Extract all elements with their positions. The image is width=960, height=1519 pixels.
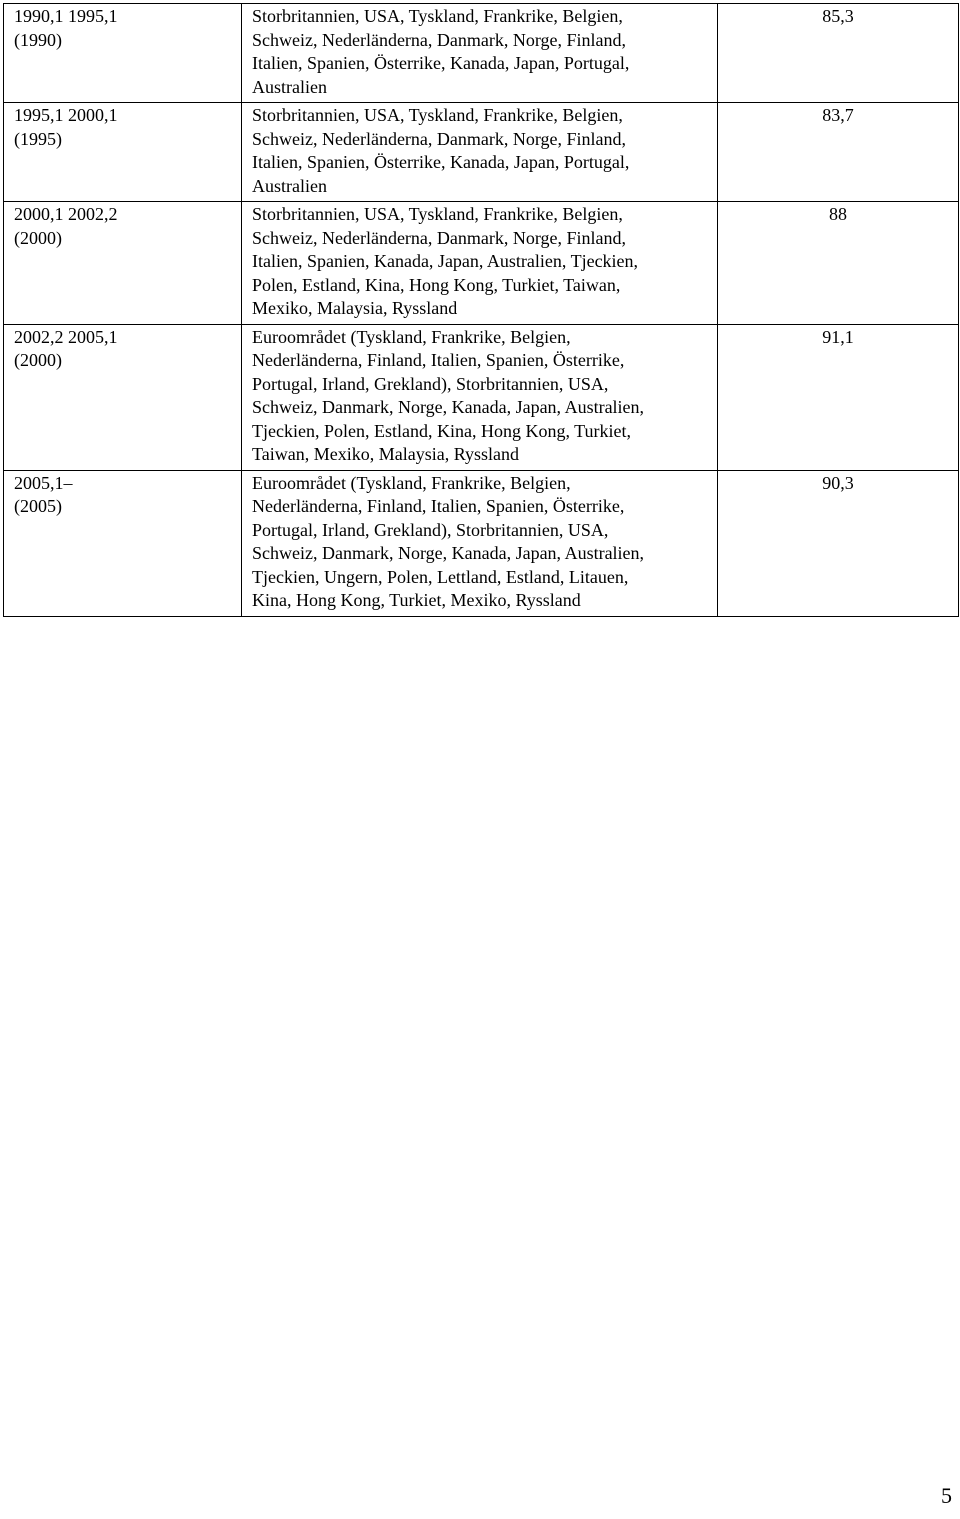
period-range: 1995,1 2000,1 <box>14 105 118 125</box>
table-row <box>4 470 959 616</box>
countries-cell <box>242 470 718 616</box>
period-base-year: (1995) <box>14 128 62 149</box>
countries-line: Italien, Spanien, Österrike, Kanada, Japan, Portugal, <box>252 152 630 172</box>
period-cell <box>4 470 242 616</box>
table-row <box>4 4 959 103</box>
countries-line: Kina, Hong Kong, Turkiet, Mexiko, Ryssland <box>252 590 581 610</box>
countries-line: Storbritannien, USA, Tyskland, Frankrike, Belgien, <box>252 6 623 26</box>
coverage-value: 88 <box>829 204 847 224</box>
countries-cell <box>242 324 718 470</box>
countries-line: Euroområdet (Tyskland, Frankrike, Belgien, <box>252 326 571 347</box>
coverage-value: 90,3 <box>822 472 854 493</box>
countries-line: Euroområdet (Tyskland, Frankrike, Belgien, <box>252 472 571 493</box>
countries-line: Schweiz, Danmark, Norge, Kanada, Japan, Australien, <box>252 543 645 563</box>
table-row <box>4 202 959 325</box>
countries-line: Italien, Spanien, Kanada, Japan, Australien, Tjeckien, <box>252 251 639 271</box>
period-cell <box>4 103 242 202</box>
countries-line: Australien <box>252 175 327 196</box>
period-range: 2002,2 2005,1 <box>14 326 118 347</box>
countries-line: Mexiko, Malaysia, Ryssland <box>252 298 458 318</box>
value-cell <box>718 470 959 616</box>
coverage-value: 91,1 <box>822 326 854 347</box>
countries-line: Schweiz, Nederländerna, Danmark, Norge, Finland, <box>252 227 627 248</box>
countries-line: Portugal, Irland, Grekland), Storbritannien, USA, <box>252 373 609 394</box>
countries-line: Portugal, Irland, Grekland), Storbritannien, USA, <box>252 519 609 540</box>
countries-cell <box>242 4 718 103</box>
period-base-year: (2000) <box>14 227 62 248</box>
countries-cell <box>242 202 718 325</box>
period-cell <box>4 202 242 325</box>
countries-line: Tjeckien, Ungern, Polen, Lettland, Estland, Litauen, <box>252 566 629 587</box>
countries-line: Schweiz, Nederländerna, Danmark, Norge, Finland, <box>252 29 627 50</box>
countries-line: Nederländerna, Finland, Italien, Spanien, Österrike, <box>252 350 625 370</box>
countries-line: Taiwan, Mexiko, Malaysia, Ryssland <box>252 444 519 464</box>
value-cell <box>718 103 959 202</box>
coverage-value: 83,7 <box>822 105 854 125</box>
table-row <box>4 324 959 470</box>
countries-line: Schweiz, Danmark, Norge, Kanada, Japan, Australien, <box>252 397 645 417</box>
value-cell <box>718 202 959 325</box>
coverage-value: 85,3 <box>822 6 854 26</box>
period-base-year: (2005) <box>14 496 62 516</box>
period-cell <box>4 324 242 470</box>
value-cell <box>718 324 959 470</box>
period-range: 2005,1– <box>14 472 73 493</box>
countries-line: Australien <box>252 76 327 97</box>
countries-line: Nederländerna, Finland, Italien, Spanien, Österrike, <box>252 496 625 516</box>
countries-line: Tjeckien, Polen, Estland, Kina, Hong Kong, Turkiet, <box>252 420 631 441</box>
countries-line: Polen, Estland, Kina, Hong Kong, Turkiet, Taiwan, <box>252 274 621 295</box>
value-cell <box>718 4 959 103</box>
countries-line: Storbritannien, USA, Tyskland, Frankrike, Belgien, <box>252 204 623 224</box>
period-range: 2000,1 2002,2 <box>14 204 118 224</box>
countries-cell <box>242 103 718 202</box>
period-base-year: (2000) <box>14 350 62 370</box>
table-row <box>4 103 959 202</box>
countries-line: Italien, Spanien, Österrike, Kanada, Japan, Portugal, <box>252 53 630 73</box>
period-range: 1990,1 1995,1 <box>14 6 118 26</box>
country-weights-table <box>3 3 959 617</box>
countries-line: Storbritannien, USA, Tyskland, Frankrike, Belgien, <box>252 105 623 125</box>
countries-line: Schweiz, Nederländerna, Danmark, Norge, Finland, <box>252 128 627 149</box>
period-cell <box>4 4 242 103</box>
period-base-year: (1990) <box>14 29 62 50</box>
page-number: 5 <box>941 1483 952 1508</box>
